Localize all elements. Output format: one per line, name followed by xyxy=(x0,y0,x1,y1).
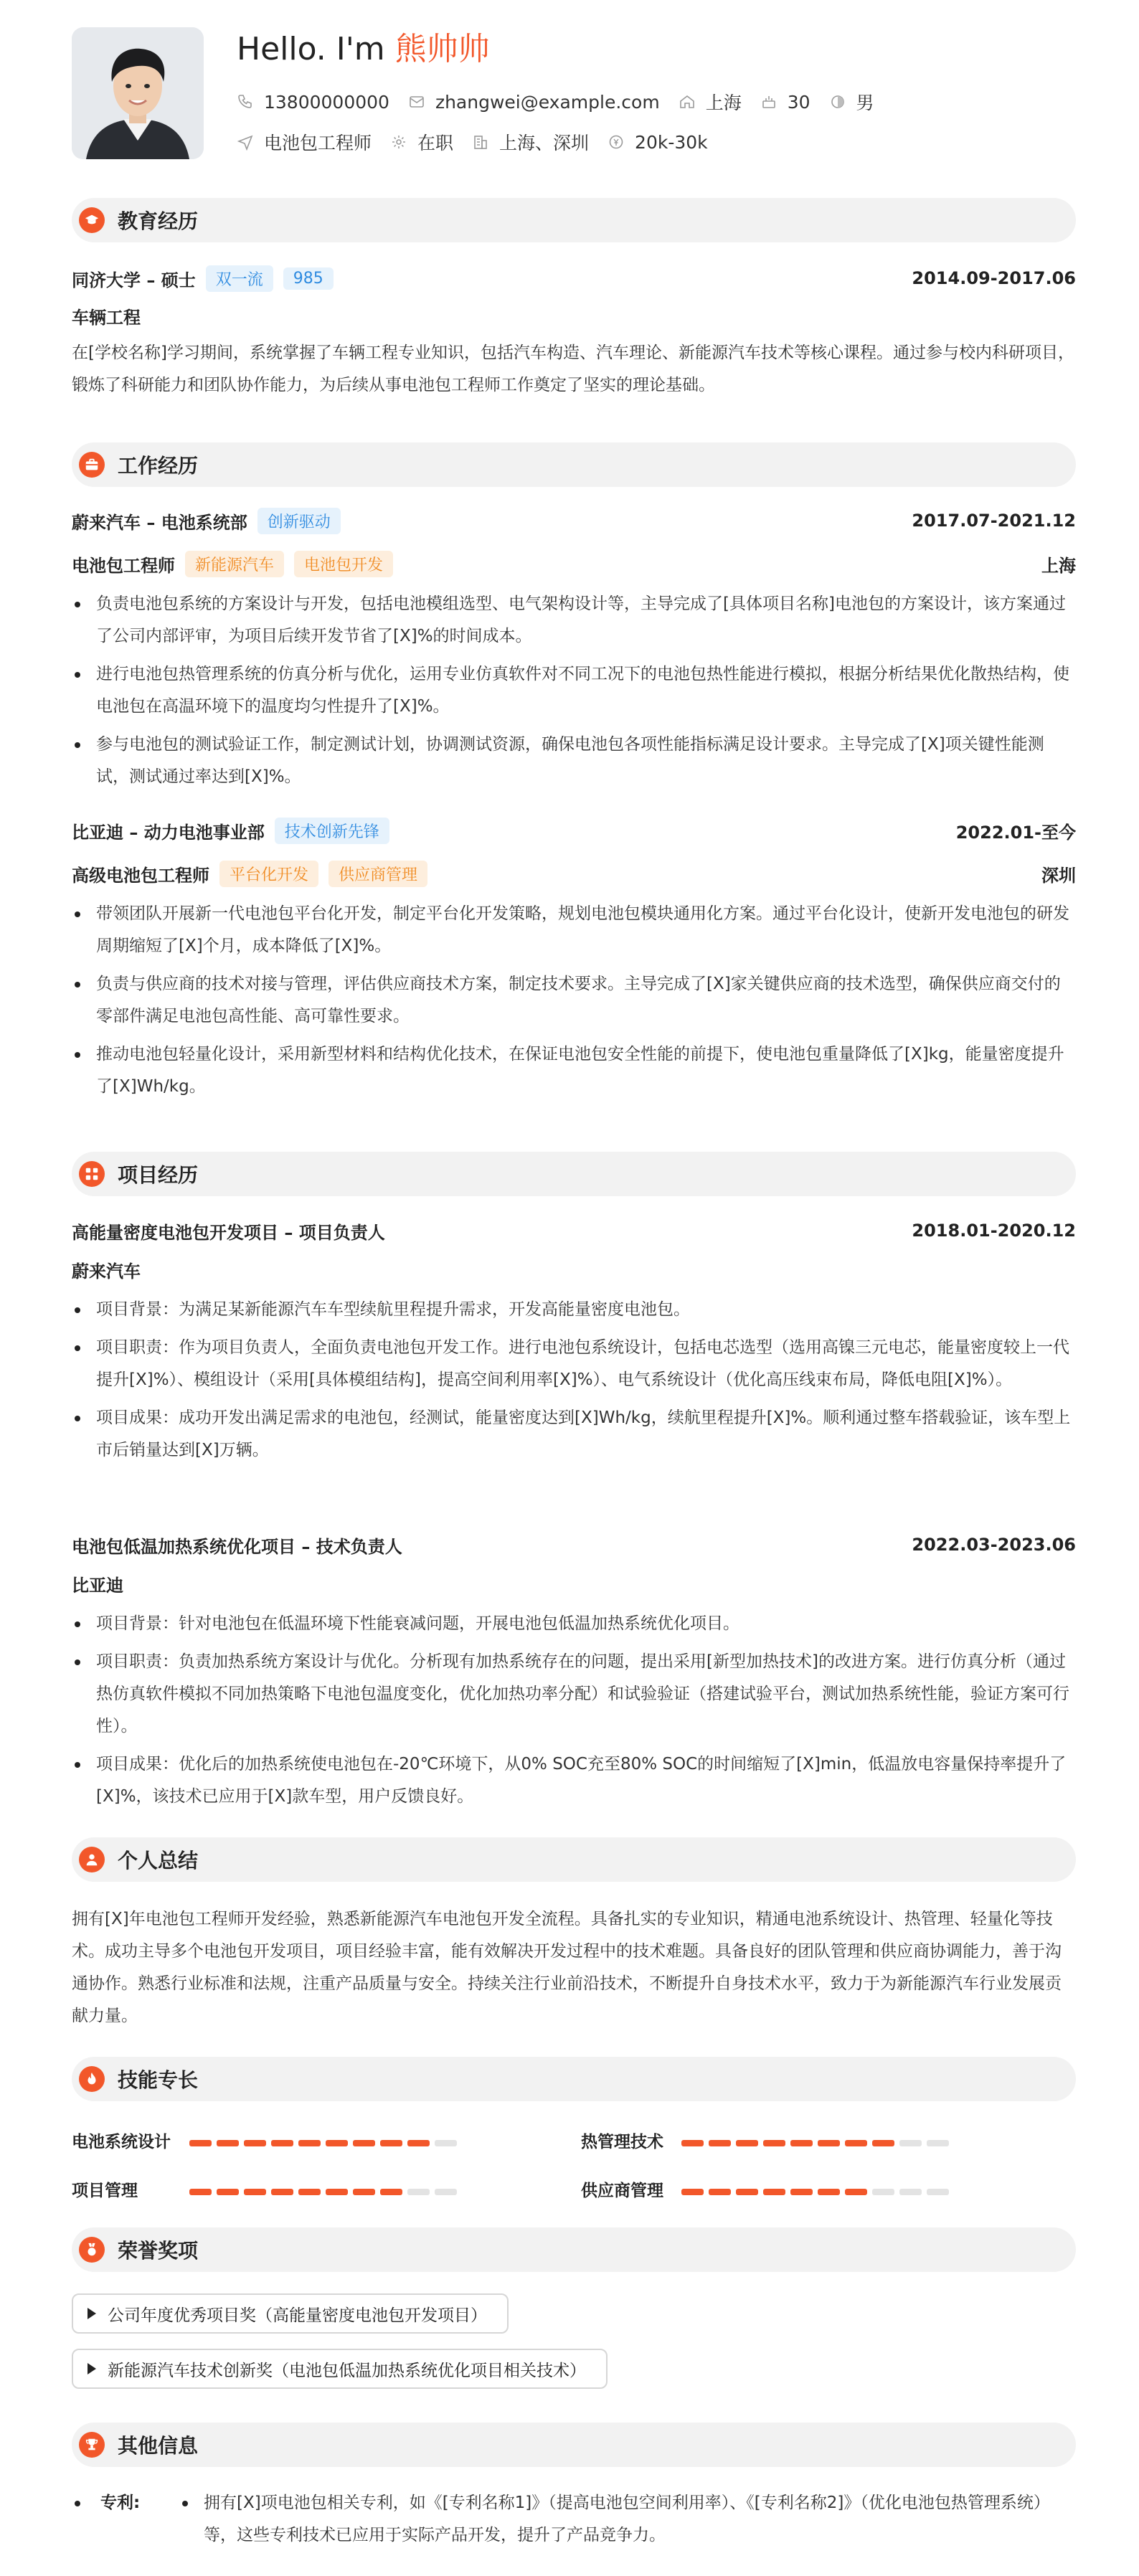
skill-dash-empty xyxy=(872,2189,894,2195)
work-bullets xyxy=(72,588,1076,793)
work-entry xyxy=(72,816,1076,1109)
skill-name: 项目管理 xyxy=(72,2182,138,2200)
skill-dash-empty xyxy=(899,2189,922,2195)
phone-text[interactable]: 13800000000 xyxy=(264,91,389,113)
skill-dash-filled xyxy=(681,2140,704,2146)
resume-content xyxy=(72,0,1076,2544)
skill-dash-filled xyxy=(244,2189,266,2195)
skill-dash-filled xyxy=(709,2140,731,2146)
bullet-dot xyxy=(75,2501,80,2506)
list-item: 项目成果：优化后的加热系统使电池包在-20℃环境下，从0% SOC充至80% SOC的时间缩短了[X]min，低温放电容量保持率提升了[X]%，该技术已应用于[X]款车型，用户反馈良好。 xyxy=(72,1748,1076,1813)
skill-dash-filled xyxy=(681,2189,704,2195)
skill-dash-filled xyxy=(736,2140,758,2146)
skill-item xyxy=(581,2177,663,2201)
trophy-icon xyxy=(79,2432,105,2458)
location-item xyxy=(679,89,742,115)
email-text[interactable]: zhangwei@example.com xyxy=(435,91,660,113)
patent-list xyxy=(179,2487,1076,2557)
skill-dash-filled xyxy=(353,2189,375,2195)
list-item: 项目成果：成功开发出满足需求的电池包，经测试，能量密度达到[X]Wh/kg，续航里程提升[X]%。顺利通过整车搭载验证，该车型上市后销量达到[X]万辆。 xyxy=(72,1402,1076,1467)
patent-label-wrap xyxy=(72,2487,179,2557)
major: 车辆工程 xyxy=(72,308,141,328)
gender-text: 男 xyxy=(856,93,874,113)
section-education xyxy=(72,198,1076,242)
section-title: 个人总结 xyxy=(118,1849,199,1872)
honor-item[interactable] xyxy=(72,2293,509,2334)
project-bullets xyxy=(72,1294,1076,1467)
work-bullets xyxy=(72,898,1076,1103)
project-title: 电池包低温加热系统优化项目 – 技术负责人 xyxy=(72,1536,402,1557)
skill-level-bar xyxy=(189,2140,462,2146)
list-item: 项目背景：针对电池包在低温环境下性能衰减问题，开展电池包低温加热系统优化项目。 xyxy=(72,1608,1076,1640)
project-date: 2018.01-2020.12 xyxy=(912,1221,1076,1241)
skill-dash-filled xyxy=(845,2189,867,2195)
education-entry xyxy=(72,264,1076,402)
section-title: 荣誉奖项 xyxy=(118,2239,199,2263)
contact-row xyxy=(237,89,893,115)
company-name: 比亚迪 – 动力电池事业部 xyxy=(72,822,265,843)
user-icon xyxy=(79,1847,105,1872)
work-date: 2017.07-2021.12 xyxy=(912,511,1076,531)
avatar xyxy=(72,27,204,159)
skill-dash-empty xyxy=(927,2140,949,2146)
gear-icon xyxy=(390,133,407,151)
mail-icon xyxy=(408,93,425,110)
project-company: 比亚迪 xyxy=(72,1576,123,1596)
send-icon xyxy=(237,133,254,151)
skill-dash-filled xyxy=(217,2140,239,2146)
gender-icon xyxy=(829,93,846,110)
candidate-name: 熊帅帅 xyxy=(394,31,490,67)
gender-item xyxy=(829,89,874,115)
section-title: 教育经历 xyxy=(118,209,199,233)
role-tag: 电池包开发 xyxy=(294,551,393,577)
email-item xyxy=(408,92,660,113)
greeting-text: Hello. I'm xyxy=(237,31,395,67)
work-city: 上海 xyxy=(1041,555,1076,576)
cake-icon xyxy=(760,93,778,110)
skill-dash-filled xyxy=(353,2140,375,2146)
skill-item xyxy=(581,2128,663,2152)
edu-description: 在[学校名称]学习期间，系统掌握了车辆工程专业知识，包括汽车构造、汽车理论、新能源汽车技术等核心课程。通过参与校内科研项目，锻炼了科研能力和团队协作能力，为后续从事电池包工程师工作奠定了坚实的理论基础。 xyxy=(72,344,1074,394)
disclosure-triangle-icon xyxy=(88,2308,96,2319)
edu-tag: 985 xyxy=(283,267,334,290)
honor-item[interactable] xyxy=(72,2349,608,2389)
skill-name: 电池系统设计 xyxy=(72,2133,171,2151)
section-project xyxy=(72,1152,1076,1196)
skill-dash-filled xyxy=(709,2189,731,2195)
skill-dash-filled xyxy=(872,2140,894,2146)
skill-item xyxy=(72,2177,138,2201)
other-info xyxy=(72,2487,1076,2557)
work-entry xyxy=(72,506,1076,799)
list-item: 项目职责：作为项目负责人，全面负责电池包开发工作。进行电池包系统设计，包括电芯选型（选用高镍三元电芯，能量密度较上一代提升[X]%）、模组设计（采用[具体模组结构]，提高空间利用率[X]%）、电气系统设计（优化高压线束布局，降低电阻[X]%）。 xyxy=(72,1332,1076,1396)
job-title-text: 电池包工程师 xyxy=(264,133,372,153)
patent-label: 专利: xyxy=(100,2494,141,2512)
salary-text: 20k-30k xyxy=(635,131,708,153)
job-intent-row xyxy=(237,129,727,155)
section-title: 项目经历 xyxy=(118,1163,199,1187)
list-item: 项目职责：负责加热系统方案设计与优化。分析现有加热系统存在的问题，提出采用[新型加热技术]的改进方案。进行仿真分析（通过热仿真软件模拟不同加热策略下电池包温度变化，优化加热功率分配）和试验验证（搭建试验平台，测试加热系统性能，验证方案可行性）。 xyxy=(72,1646,1076,1743)
target-city-text: 上海、深圳 xyxy=(499,133,590,153)
skill-name: 热管理技术 xyxy=(581,2133,663,2151)
edu-date: 2014.09-2017.06 xyxy=(912,268,1076,288)
skill-level-bar xyxy=(681,2189,954,2195)
skill-item xyxy=(72,2128,171,2152)
skill-dash-filled xyxy=(189,2140,212,2146)
list-item: 负责电池包系统的方案设计与开发，包括电池模组选型、电气架构设计等，主导完成了[具体项目名称]电池包的方案设计，该方案通过了公司内部评审，为项目后续开发节省了[X]%的时间成本。 xyxy=(72,588,1076,653)
skill-dash-filled xyxy=(380,2189,402,2195)
skill-dash-filled xyxy=(790,2140,813,2146)
honor-text: 新能源汽车技术创新奖（电池包低温加热系统优化项目相关技术） xyxy=(108,2361,586,2380)
section-other xyxy=(72,2423,1076,2467)
project-title: 高能量密度电池包开发项目 – 项目负责人 xyxy=(72,1222,385,1243)
role-tag: 供应商管理 xyxy=(329,861,427,887)
project-date: 2022.03-2023.06 xyxy=(912,1535,1076,1555)
project-company: 蔚来汽车 xyxy=(72,1261,141,1282)
skill-dash-filled xyxy=(407,2140,430,2146)
section-work xyxy=(72,442,1076,487)
home-icon xyxy=(679,93,696,110)
section-title: 其他信息 xyxy=(118,2434,199,2458)
skill-dash-filled xyxy=(326,2189,348,2195)
section-skills xyxy=(72,2057,1076,2101)
target-city-item xyxy=(472,129,589,155)
skills-grid xyxy=(72,2123,1076,2238)
role-tag: 平台化开发 xyxy=(219,861,318,887)
honor-text: 公司年度优秀项目奖（高能量密度电池包开发项目） xyxy=(108,2306,487,2325)
skill-dash-filled xyxy=(763,2189,785,2195)
status-text: 在职 xyxy=(417,133,454,153)
skill-dash-filled xyxy=(217,2189,239,2195)
skill-dash-empty xyxy=(927,2189,949,2195)
age-text: 30 xyxy=(787,91,810,113)
section-title: 工作经历 xyxy=(118,454,199,478)
flame-icon xyxy=(79,2066,105,2092)
project-entry xyxy=(72,1216,1076,1472)
skill-dash-filled xyxy=(271,2140,293,2146)
age-item xyxy=(760,92,810,113)
skill-dash-filled xyxy=(380,2140,402,2146)
skill-level-bar xyxy=(189,2189,462,2195)
project-icon xyxy=(79,1161,105,1187)
company-tag: 技术创新先锋 xyxy=(275,818,389,844)
list-item: 负责与供应商的技术对接与管理，评估供应商技术方案，制定技术要求。主导完成了[X]家关键供应商的技术选型，确保供应商交付的零部件满足电池包高性能、高可靠性要求。 xyxy=(72,968,1076,1033)
role-title: 电池包工程师 xyxy=(72,555,175,576)
graduation-cap-icon xyxy=(79,207,105,233)
section-honors xyxy=(72,2227,1076,2272)
summary-text: 拥有[X]年电池包工程师开发经验，熟悉新能源汽车电池包开发全流程。具备扎实的专业知识，精通电池系统设计、热管理、轻量化等技术。成功主导多个电池包开发项目，项目经验丰富，能有效解决开发过程中的技术难题。具备良好的团队管理和供应商协调能力，善于沟通协作。熟悉行业标准和法规，注重产品质量与安全。持续关注行业前沿技术，不断提升自身技术水平，致力于为新能源汽车行业发展贡献力量。 xyxy=(72,1910,1062,2025)
company-name: 蔚来汽车 – 电池系统部 xyxy=(72,512,247,533)
list-item: 项目背景：为满足某新能源汽车车型续航里程提升需求，开发高能量密度电池包。 xyxy=(72,1294,1076,1326)
skill-dash-empty xyxy=(407,2189,430,2195)
greeting xyxy=(237,23,490,69)
work-date: 2022.01-至今 xyxy=(955,822,1076,843)
role-title: 高级电池包工程师 xyxy=(72,865,209,886)
section-title: 技能专长 xyxy=(118,2068,199,2092)
skill-level-bar xyxy=(681,2140,954,2146)
patent-row xyxy=(72,2487,1076,2557)
company-tag: 创新驱动 xyxy=(257,508,341,534)
skill-dash-filled xyxy=(818,2189,840,2195)
list-item: 进行电池包热管理系统的仿真分析与优化，运用专业仿真软件对不同工况下的电池包热性能进行模拟，根据分析结果优化散热结构，使电池包在高温环境下的温度均匀性提升了[X]%。 xyxy=(72,658,1076,723)
role-tag: 新能源汽车 xyxy=(185,551,284,577)
skill-dash-filled xyxy=(845,2140,867,2146)
skill-dash-filled xyxy=(763,2140,785,2146)
list-item: 参与电池包的测试验证工作，制定测试计划，协调测试资源，确保电池包各项性能指标满足设计要求。主导完成了[X]项关键性能测试，测试通过率达到[X]%。 xyxy=(72,729,1076,793)
skill-dash-filled xyxy=(298,2140,321,2146)
building-icon xyxy=(472,133,489,151)
phone-item xyxy=(237,92,389,113)
work-city: 深圳 xyxy=(1041,865,1076,886)
list-item: 带领团队开展新一代电池包平台化开发，制定平台化开发策略，规划电池包模块通用化方案。通过平台化设计，使新开发电池包的研发周期缩短了[X]个月，成本降低了[X]%。 xyxy=(72,898,1076,962)
skill-dash-empty xyxy=(435,2189,457,2195)
job-title-item xyxy=(237,129,372,155)
skill-dash-filled xyxy=(818,2140,840,2146)
location-text: 上海 xyxy=(705,93,742,113)
briefcase-icon xyxy=(79,452,105,478)
skill-dash-filled xyxy=(790,2189,813,2195)
list-item: 推动电池包轻量化设计，采用新型材料和结构优化技术，在保证电池包安全性能的前提下，使电池包重量降低了[X]kg，能量密度提升了[X]Wh/kg。 xyxy=(72,1038,1076,1103)
skill-dash-empty xyxy=(899,2140,922,2146)
skill-dash-filled xyxy=(298,2189,321,2195)
skill-dash-filled xyxy=(244,2140,266,2146)
salary-item xyxy=(608,132,708,153)
edu-tag: 双一流 xyxy=(206,265,273,292)
project-bullets xyxy=(72,1608,1076,1813)
project-entry xyxy=(72,1530,1076,1819)
list-item: 拥有[X]项电池包相关专利，如《[专利名称1]》（提高电池包空间利用率）、《[专利名称2]》（优化电池包热管理系统）等，这些专利技术已应用于实际产品开发，提升了产品竞争力。 xyxy=(179,2487,1076,2552)
status-item xyxy=(390,129,453,155)
skill-dash-empty xyxy=(435,2140,457,2146)
disclosure-triangle-icon xyxy=(88,2363,96,2374)
coin-icon xyxy=(608,133,625,151)
section-summary xyxy=(72,1837,1076,1882)
medal-icon xyxy=(79,2237,105,2263)
skill-dash-filled xyxy=(736,2189,758,2195)
profile-header xyxy=(72,0,1076,165)
phone-icon xyxy=(237,93,254,110)
skill-dash-filled xyxy=(189,2189,212,2195)
skill-name: 供应商管理 xyxy=(581,2182,663,2200)
skill-dash-filled xyxy=(271,2189,293,2195)
school-name: 同济大学 – 硕士 xyxy=(72,270,196,290)
skill-dash-filled xyxy=(326,2140,348,2146)
